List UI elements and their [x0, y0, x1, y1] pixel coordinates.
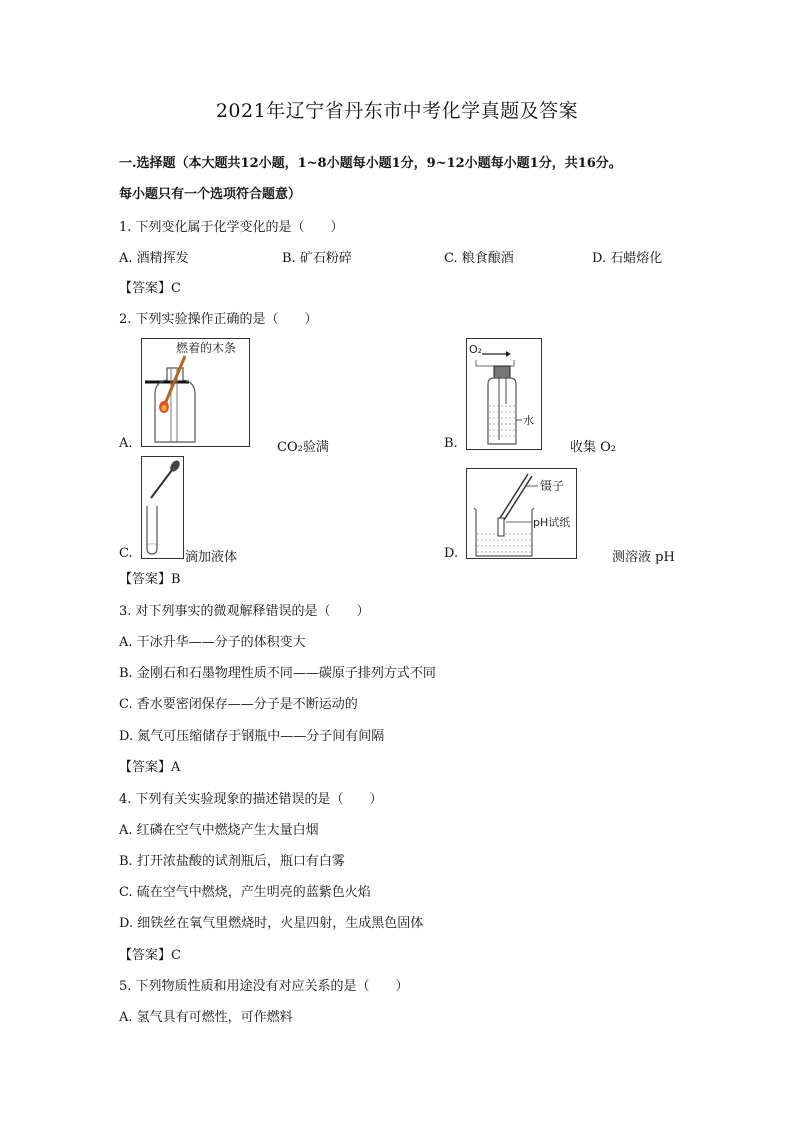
- q3-stem: 3. 对下列事实的微观解释错误的是（ ）: [119, 604, 370, 619]
- q2-answer: 【答案】B: [119, 572, 181, 587]
- q4-option-d: D. 细铁丝在氧气里燃烧时，火星四射，生成黑色固体: [119, 916, 424, 931]
- q2-option-c-caption: 滴加液体: [185, 550, 238, 565]
- oxygen-gas-label: O₂: [469, 343, 483, 356]
- q1-option-d: D. 石蜡熔化: [592, 251, 663, 266]
- q2-option-d-letter: D.: [444, 546, 459, 561]
- q2-option-d-caption: 测溶液 pH: [612, 550, 675, 565]
- q3-option-d: D. 氮气可压缩储存于钢瓶中——分子间有间隔: [119, 729, 385, 744]
- q3-option-b: B. 金刚石和石墨物理性质不同——碳原子排列方式不同: [119, 666, 436, 681]
- q4-option-c: C. 硫在空气中燃烧，产生明亮的蓝紫色火焰: [119, 885, 371, 900]
- figure-add-liquid: [141, 456, 185, 564]
- q3-option-a: A. 干冰升华——分子的体积变大: [119, 635, 306, 650]
- section-heading-line1: 一.选择题（本大题共12小题，1~8小题每小题1分，9~12小题每小题1分，共16分。: [119, 156, 622, 171]
- q1-stem: 1. 下列变化属于化学变化的是（ ）: [119, 220, 344, 235]
- figure-collect-oxygen: [466, 338, 542, 454]
- q4-stem: 4. 下列有关实验现象的描述错误的是（ ）: [119, 792, 383, 807]
- q1-option-b: B. 矿石粉碎: [282, 251, 352, 266]
- figure-co2-test: [141, 338, 251, 452]
- q1-answer: 【答案】C: [119, 281, 181, 296]
- q2-option-b-caption: 收集 O₂: [570, 440, 617, 455]
- q2-option-a-caption: CO₂验满: [277, 440, 329, 455]
- q1-option-a: A. 酒精挥发: [119, 251, 189, 266]
- tweezers-label: 镊子: [540, 479, 565, 493]
- burning-stick-label: 燃着的木条: [176, 341, 237, 355]
- q5-option-a: A. 氢气具有可燃性，可作燃料: [119, 1010, 293, 1025]
- q5-stem: 5. 下列物质性质和用途没有对应关系的是（ ）: [119, 979, 409, 994]
- q4-answer: 【答案】C: [119, 948, 181, 963]
- q1-option-c: C. 粮食酿酒: [444, 251, 514, 266]
- q3-option-c: C. 香水要密闭保存——分子是不断运动的: [119, 697, 358, 712]
- q2-option-a-letter: A.: [119, 436, 133, 451]
- ph-paper-label: pH试纸: [533, 516, 571, 529]
- q4-option-a: A. 红磷在空气中燃烧产生大量白烟: [119, 823, 319, 838]
- q2-option-b-letter: B.: [444, 436, 458, 451]
- page-title: 2021年辽宁省丹东市中考化学真题及答案: [215, 100, 579, 122]
- water-label: 水: [523, 414, 534, 427]
- q2-option-c-letter: C.: [119, 546, 133, 561]
- section-heading-line2: 每小题只有一个选项符合题意）: [119, 187, 302, 202]
- figure-measure-ph: [466, 468, 578, 564]
- q4-option-b: B. 打开浓盐酸的试剂瓶后，瓶口有白雾: [119, 854, 345, 869]
- q3-answer: 【答案】A: [119, 760, 181, 775]
- q2-stem: 2. 下列实验操作正确的是（ ）: [119, 312, 318, 327]
